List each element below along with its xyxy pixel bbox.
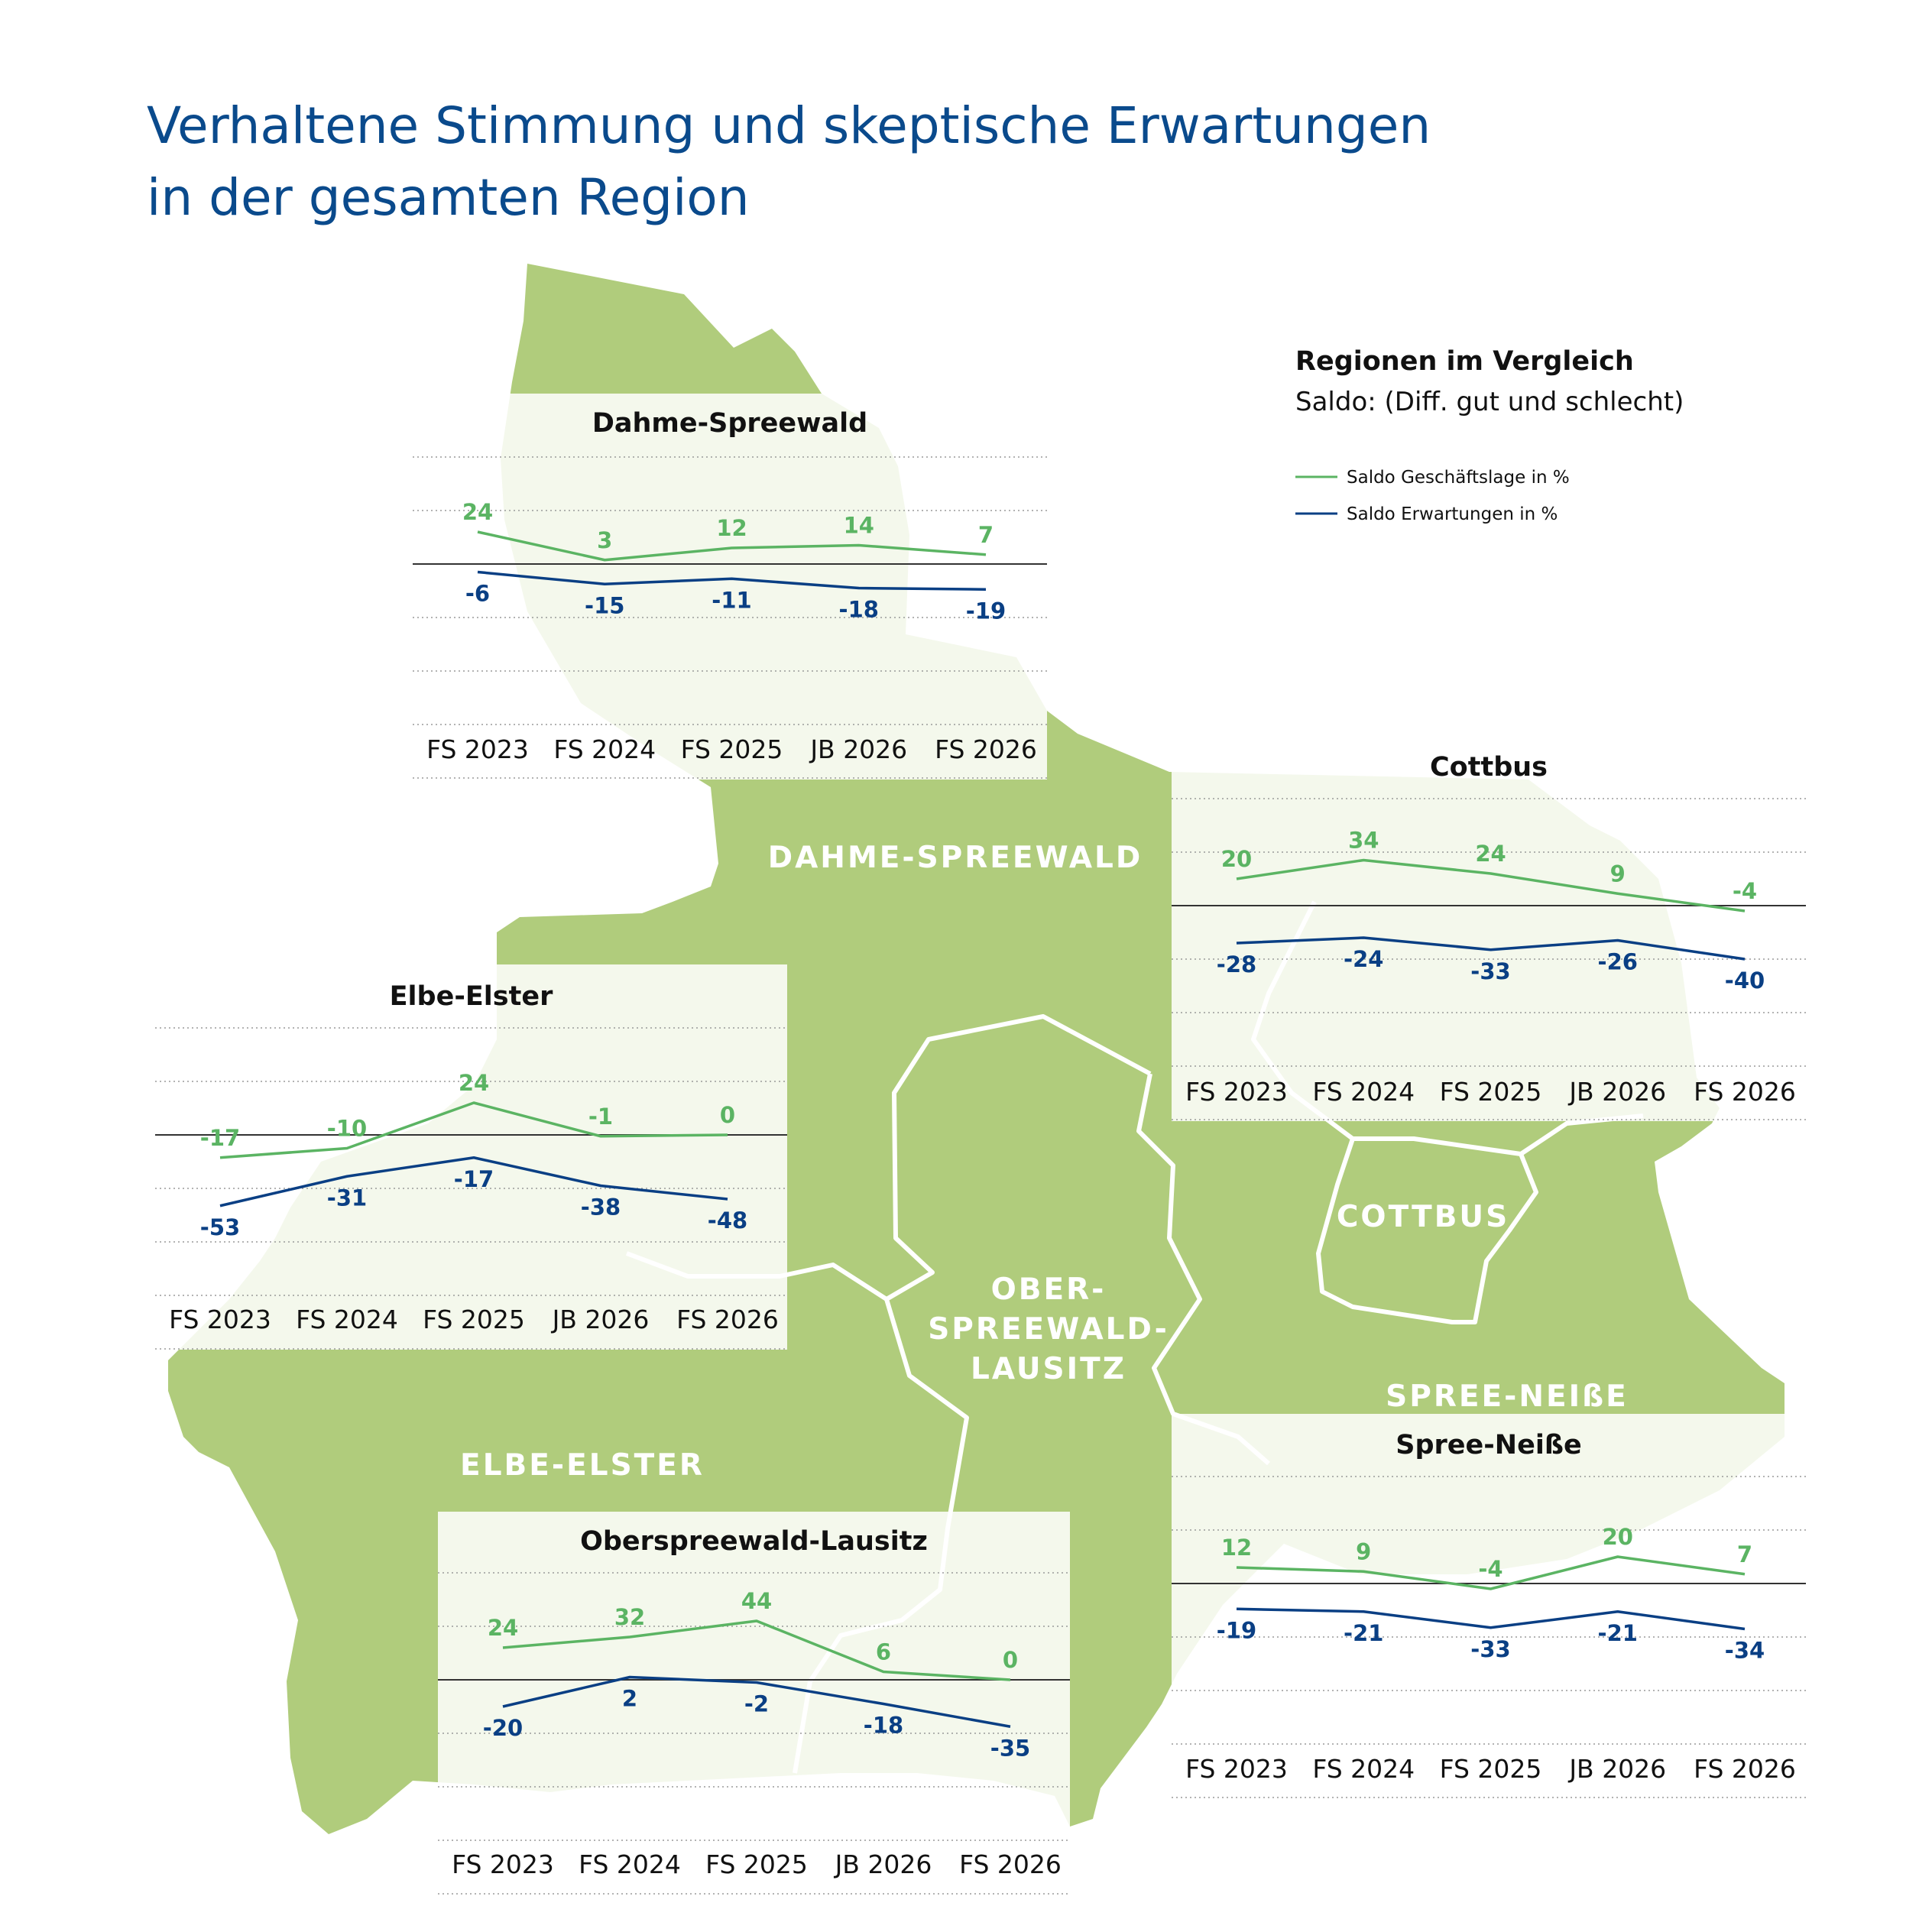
x-tick-label: FS 2025 <box>423 1305 525 1334</box>
data-label: 2 <box>621 1685 638 1712</box>
x-tick-label: FS 2024 <box>1312 1077 1415 1107</box>
data-label: -17 <box>453 1165 494 1192</box>
x-tick-label: FS 2026 <box>1694 1077 1796 1107</box>
data-label: 0 <box>1002 1647 1019 1673</box>
chart-dahme-spreewald <box>413 394 1047 780</box>
chart-oberspreewald-lausitz <box>438 1512 1070 1895</box>
data-label: 20 <box>1220 846 1253 872</box>
data-label: 32 <box>614 1604 646 1630</box>
data-label: 7 <box>977 521 994 548</box>
legend-label-geschaeftslage: Saldo Geschäftslage in % <box>1347 468 1570 488</box>
data-label: -18 <box>863 1712 904 1739</box>
chart-spree-neisse <box>1172 1414 1806 1799</box>
region-label-spree-neisse: SPREE-NEIßE <box>1386 1379 1629 1414</box>
region-label-oberspreewald-lausitz: OBER- <box>990 1272 1107 1307</box>
chart-elbe-elster <box>155 964 787 1350</box>
region-label-dahme-spreewald: DAHME-SPREEWALD <box>767 841 1143 875</box>
x-tick-label: JB 2026 <box>1569 1077 1667 1107</box>
legend-subtitle: Saldo: (Diff. gut und schlecht) <box>1295 387 1684 417</box>
x-tick-label: JB 2026 <box>552 1305 650 1334</box>
chart-panel <box>1172 1414 1806 1799</box>
data-label: -21 <box>1597 1619 1638 1646</box>
data-label: -2 <box>744 1690 770 1717</box>
x-tick-label: FS 2025 <box>1439 1077 1542 1107</box>
data-label: -1 <box>588 1103 614 1130</box>
x-tick-label: FS 2023 <box>169 1305 271 1334</box>
chart-title: Oberspreewald-Lausitz <box>580 1526 928 1557</box>
legend-label-erwartungen: Saldo Erwartungen in % <box>1347 504 1558 524</box>
x-tick-label: FS 2024 <box>296 1305 398 1334</box>
legend-title: Regionen im Vergleich <box>1295 346 1634 377</box>
data-label: -6 <box>465 580 491 607</box>
x-tick-label: FS 2025 <box>705 1849 808 1879</box>
data-label: -24 <box>1344 946 1384 972</box>
data-label: -33 <box>1470 1635 1511 1662</box>
x-tick-label: FS 2026 <box>959 1849 1062 1879</box>
data-label: -4 <box>1478 1556 1503 1582</box>
data-label: 24 <box>458 1070 490 1096</box>
data-label: -19 <box>965 598 1007 624</box>
data-label: 9 <box>1609 861 1626 887</box>
data-label: 12 <box>1220 1535 1253 1561</box>
region-label-oberspreewald-lausitz: SPREEWALD- <box>928 1312 1169 1347</box>
chart-cottbus <box>1172 752 1806 1121</box>
data-label: 6 <box>875 1639 892 1665</box>
x-tick-label: JB 2026 <box>835 1849 932 1879</box>
x-tick-label: FS 2023 <box>452 1849 554 1879</box>
chart-title: Elbe-Elster <box>389 981 553 1012</box>
x-tick-label: FS 2023 <box>1185 1754 1288 1784</box>
data-label: -21 <box>1344 1619 1384 1646</box>
x-tick-label: FS 2026 <box>1694 1754 1796 1784</box>
x-tick-label: FS 2023 <box>426 734 529 764</box>
legend <box>1295 346 1684 524</box>
data-label: -40 <box>1724 968 1765 994</box>
data-label: -26 <box>1597 948 1638 975</box>
data-label: -4 <box>1732 878 1758 904</box>
data-label: -33 <box>1470 958 1511 984</box>
data-label: 20 <box>1602 1524 1633 1550</box>
data-label: 34 <box>1348 827 1379 854</box>
data-label: -38 <box>580 1194 621 1220</box>
data-label: 12 <box>716 515 747 541</box>
data-label: 9 <box>1356 1538 1372 1565</box>
data-label: -20 <box>482 1715 524 1741</box>
data-label: -19 <box>1216 1617 1257 1644</box>
data-label: -53 <box>199 1214 241 1240</box>
x-tick-label: FS 2026 <box>676 1305 779 1334</box>
x-tick-label: FS 2024 <box>553 734 656 764</box>
data-label: 0 <box>719 1102 736 1128</box>
region-label-elbe-elster: ELBE-ELSTER <box>460 1448 705 1483</box>
data-label: -10 <box>326 1115 368 1142</box>
x-tick-label: JB 2026 <box>1569 1754 1667 1784</box>
x-tick-label: FS 2024 <box>579 1849 681 1879</box>
region-label-oberspreewald-lausitz: LAUSITZ <box>971 1352 1126 1386</box>
chart-title: Dahme-Spreewald <box>592 408 868 439</box>
data-label: -15 <box>585 592 625 619</box>
data-label: -17 <box>199 1124 241 1151</box>
data-label: 24 <box>1475 841 1506 867</box>
data-label: -31 <box>326 1185 368 1211</box>
data-label: 44 <box>741 1588 773 1614</box>
data-label: 24 <box>487 1615 519 1641</box>
x-tick-label: JB 2026 <box>810 734 908 764</box>
x-tick-label: FS 2026 <box>935 734 1037 764</box>
chart-title: Cottbus <box>1430 752 1548 783</box>
data-label: 14 <box>843 512 874 539</box>
data-label: -48 <box>707 1208 748 1233</box>
data-label: -34 <box>1724 1637 1765 1664</box>
chart-title: Spree-Neiße <box>1396 1430 1582 1460</box>
data-label: 7 <box>1736 1541 1753 1567</box>
x-tick-label: FS 2023 <box>1185 1077 1288 1107</box>
x-tick-label: FS 2025 <box>1439 1754 1542 1784</box>
data-label: -28 <box>1216 951 1257 977</box>
data-label: 24 <box>462 499 494 525</box>
data-label: -35 <box>990 1735 1031 1762</box>
data-label: -11 <box>712 587 752 614</box>
data-label: 3 <box>597 527 613 553</box>
page-title-line-1: Verhaltene Stimmung und skeptische Erwartungen <box>147 96 1431 155</box>
region-label-cottbus: COTTBUS <box>1336 1200 1510 1234</box>
page-title-line-2: in der gesamten Region <box>147 168 750 227</box>
x-tick-label: FS 2024 <box>1312 1754 1415 1784</box>
x-tick-label: FS 2025 <box>680 734 783 764</box>
data-label: -18 <box>838 596 879 623</box>
